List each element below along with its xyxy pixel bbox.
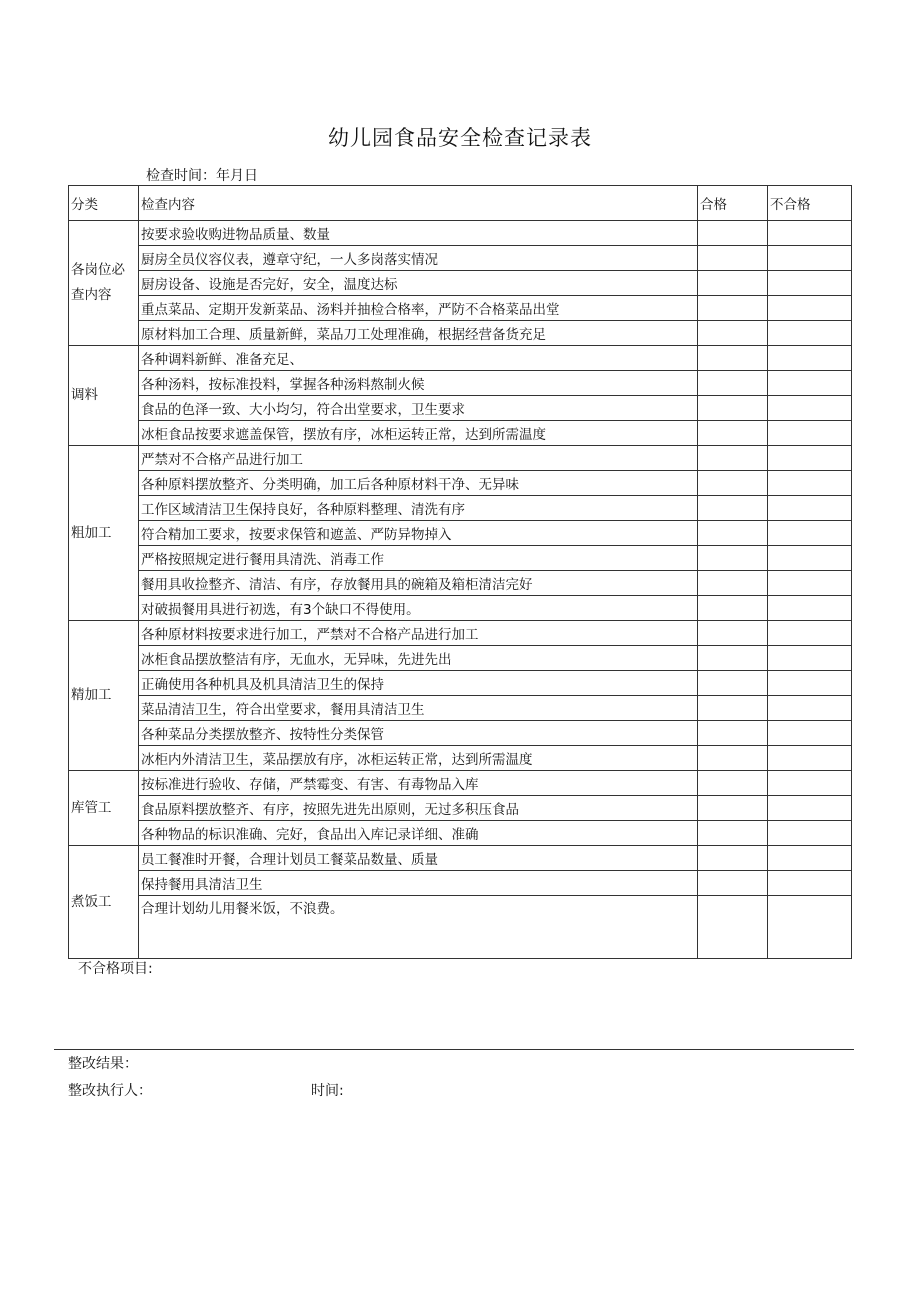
divider-line [54, 1049, 854, 1050]
fail-checkbox-cell[interactable] [768, 796, 852, 821]
fail-checkbox-cell[interactable] [768, 571, 852, 596]
pass-checkbox-cell[interactable] [698, 446, 768, 471]
rectify-person-label: 整改执行人： [68, 1083, 152, 1099]
pass-checkbox-cell[interactable] [698, 696, 768, 721]
table-row [69, 221, 852, 246]
table-row [69, 346, 852, 371]
check-item: 按标准进行验收、存储，严禁霉变、有害、有毒物品入库 [139, 771, 698, 796]
pass-checkbox-cell[interactable] [698, 246, 768, 271]
pass-checkbox-cell[interactable] [698, 396, 768, 421]
check-item: 员工餐准时开餐，合理计划员工餐菜品数量、质量 [139, 846, 698, 871]
fail-checkbox-cell[interactable] [768, 721, 852, 746]
check-item: 厨房全员仪容仪表，遵章守纪，一人多岗落实情况 [139, 246, 698, 271]
fail-checkbox-cell[interactable] [768, 821, 852, 846]
fail-checkbox-cell[interactable] [768, 596, 852, 621]
pass-checkbox-cell[interactable] [698, 371, 768, 396]
check-item: 对破损餐用具进行初选，有3个缺口不得使用。 [139, 596, 698, 621]
category-cell: 各岗位必查内容 [69, 221, 139, 346]
form-title: 幼儿园食品安全检查记录表 [328, 126, 592, 150]
time-label: 时间: [311, 1083, 344, 1099]
table-row [69, 446, 852, 471]
check-item: 冰柜食品摆放整洁有序，无血水，无异味，先进先出 [139, 646, 698, 671]
table-header-row [69, 186, 852, 221]
fail-checkbox-cell[interactable] [768, 271, 852, 296]
table-row [69, 696, 852, 721]
fail-checkbox-cell[interactable] [768, 421, 852, 446]
fail-checkbox-cell[interactable] [768, 846, 852, 871]
header-pass: 合格 [698, 186, 768, 221]
pass-checkbox-cell[interactable] [698, 646, 768, 671]
pass-checkbox-cell[interactable] [698, 321, 768, 346]
pass-checkbox-cell[interactable] [698, 671, 768, 696]
pass-checkbox-cell[interactable] [698, 221, 768, 246]
table-row [69, 746, 852, 771]
table-row [69, 846, 852, 871]
check-item: 食品原料摆放整齐、有序，按照先进先出原则，无过多积压食品 [139, 796, 698, 821]
fail-checkbox-cell[interactable] [768, 346, 852, 371]
pass-checkbox-cell[interactable] [698, 296, 768, 321]
pass-checkbox-cell[interactable] [698, 896, 768, 959]
inspection-table [68, 185, 852, 959]
table-row [69, 771, 852, 796]
table-row [69, 796, 852, 821]
header-category: 分类 [69, 186, 139, 221]
check-item: 重点菜品、定期开发新菜品、汤料并抽检合格率，严防不合格菜品出堂 [139, 296, 698, 321]
fail-checkbox-cell[interactable] [768, 471, 852, 496]
table-row [69, 296, 852, 321]
table-row [69, 271, 852, 296]
pass-checkbox-cell[interactable] [698, 796, 768, 821]
fail-checkbox-cell[interactable] [768, 746, 852, 771]
check-item: 按要求验收购进物品质量、数量 [139, 221, 698, 246]
pass-checkbox-cell[interactable] [698, 471, 768, 496]
check-item: 严禁对不合格产品进行加工 [139, 446, 698, 471]
fail-checkbox-cell[interactable] [768, 871, 852, 896]
fail-checkbox-cell[interactable] [768, 221, 852, 246]
pass-checkbox-cell[interactable] [698, 621, 768, 646]
table-row [69, 471, 852, 496]
pass-checkbox-cell[interactable] [698, 746, 768, 771]
category-cell: 精加工 [69, 621, 139, 771]
table-row [69, 671, 852, 696]
table-row [69, 246, 852, 271]
category-cell: 调料 [69, 346, 139, 446]
fail-checkbox-cell[interactable] [768, 321, 852, 346]
pass-checkbox-cell[interactable] [698, 571, 768, 596]
table-row [69, 496, 852, 521]
fail-checkbox-cell[interactable] [768, 521, 852, 546]
table-row [69, 821, 852, 846]
fail-checkbox-cell[interactable] [768, 646, 852, 671]
check-item: 工作区域清洁卫生保持良好，各种原料整理、清洗有序 [139, 496, 698, 521]
table-row [69, 721, 852, 746]
pass-checkbox-cell[interactable] [698, 421, 768, 446]
pass-checkbox-cell[interactable] [698, 596, 768, 621]
fail-checkbox-cell[interactable] [768, 246, 852, 271]
fail-items-label: 不合格项目: [78, 961, 153, 977]
pass-checkbox-cell[interactable] [698, 271, 768, 296]
pass-checkbox-cell[interactable] [698, 846, 768, 871]
pass-checkbox-cell[interactable] [698, 346, 768, 371]
pass-checkbox-cell[interactable] [698, 496, 768, 521]
inspection-date: 检查时间：年月日 [146, 168, 258, 184]
table-row [69, 521, 852, 546]
pass-checkbox-cell[interactable] [698, 771, 768, 796]
check-item: 各种原材料按要求进行加工，严禁对不合格产品进行加工 [139, 621, 698, 646]
pass-checkbox-cell[interactable] [698, 546, 768, 571]
rectify-result-label: 整改结果： [68, 1056, 138, 1072]
check-item: 各种调料新鲜、准备充足、 [139, 346, 698, 371]
fail-checkbox-cell[interactable] [768, 396, 852, 421]
check-item: 原材料加工合理、质量新鲜，菜品刀工处理准确，根据经营备货充足 [139, 321, 698, 346]
table-row [69, 596, 852, 621]
fail-checkbox-cell[interactable] [768, 371, 852, 396]
fail-checkbox-cell[interactable] [768, 621, 852, 646]
table-row [69, 546, 852, 571]
check-item: 各种原料摆放整齐、分类明确，加工后各种原材料干净、无异味 [139, 471, 698, 496]
fail-checkbox-cell[interactable] [768, 446, 852, 471]
category-cell: 粗加工 [69, 446, 139, 621]
check-item: 各种菜品分类摆放整齐、按特性分类保管 [139, 721, 698, 746]
check-item: 冰柜食品按要求遮盖保管，摆放有序，冰柜运转正常，达到所需温度 [139, 421, 698, 446]
fail-checkbox-cell[interactable] [768, 896, 852, 959]
fail-checkbox-cell[interactable] [768, 546, 852, 571]
fail-checkbox-cell[interactable] [768, 771, 852, 796]
check-item: 严格按照规定进行餐用具清洗、消毒工作 [139, 546, 698, 571]
check-item: 正确使用各种机具及机具清洁卫生的保持 [139, 671, 698, 696]
check-item: 合理计划幼儿用餐米饭，不浪费。 [139, 896, 698, 959]
fail-checkbox-cell[interactable] [768, 671, 852, 696]
pass-checkbox-cell[interactable] [698, 871, 768, 896]
check-item: 各种汤料，按标准投料，掌握各种汤料熬制火候 [139, 371, 698, 396]
table-row [69, 371, 852, 396]
check-item: 厨房设备、设施是否完好，安全，温度达标 [139, 271, 698, 296]
header-content: 检查内容 [139, 186, 698, 221]
category-cell: 库管工 [69, 771, 139, 846]
header-fail: 不合格 [768, 186, 852, 221]
table-row [69, 621, 852, 646]
table-row [69, 396, 852, 421]
check-item: 菜品清洁卫生，符合出堂要求，餐用具清洁卫生 [139, 696, 698, 721]
check-item: 冰柜内外清洁卫生，菜品摆放有序，冰柜运转正常，达到所需温度 [139, 746, 698, 771]
table-row [69, 896, 852, 959]
check-item: 餐用具收捡整齐、清洁、有序，存放餐用具的碗箱及箱柜清洁完好 [139, 571, 698, 596]
fail-checkbox-cell[interactable] [768, 496, 852, 521]
fail-checkbox-cell[interactable] [768, 696, 852, 721]
table-row [69, 646, 852, 671]
category-cell: 煮饭工 [69, 846, 139, 959]
pass-checkbox-cell[interactable] [698, 721, 768, 746]
check-item: 食品的色泽一致、大小均匀，符合出堂要求，卫生要求 [139, 396, 698, 421]
table-row [69, 321, 852, 346]
check-item: 各种物品的标识准确、完好，食品出入库记录详细、准确 [139, 821, 698, 846]
check-item: 保持餐用具清洁卫生 [139, 871, 698, 896]
pass-checkbox-cell[interactable] [698, 821, 768, 846]
table-row [69, 571, 852, 596]
table-row [69, 871, 852, 896]
table-row [69, 421, 852, 446]
pass-checkbox-cell[interactable] [698, 521, 768, 546]
fail-checkbox-cell[interactable] [768, 296, 852, 321]
check-item: 符合精加工要求，按要求保管和遮盖、严防异物掉入 [139, 521, 698, 546]
